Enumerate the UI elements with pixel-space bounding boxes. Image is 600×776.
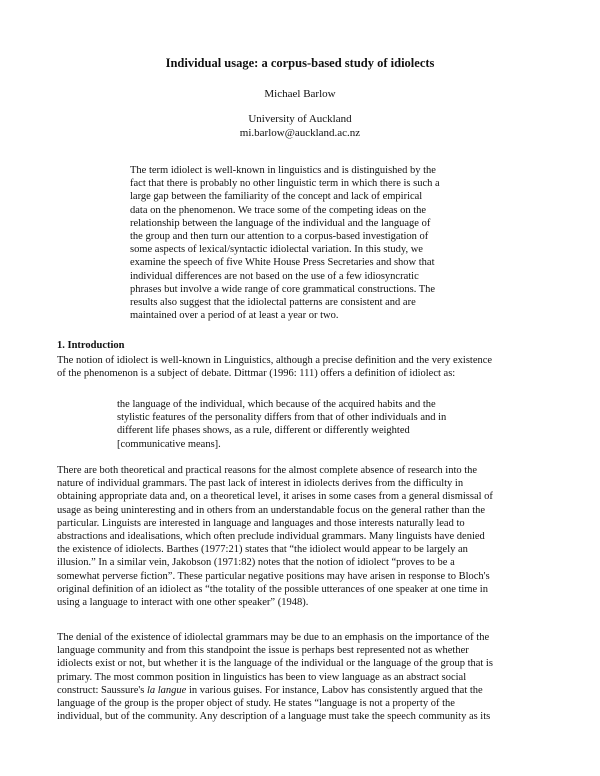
- block-quote: [117, 398, 527, 451]
- affiliation: University of Auckland: [248, 113, 352, 125]
- abstract-line: the group and then turn our attention to a corpus-based investigation of: [130, 231, 429, 243]
- paragraph-line: nature of individual grammars. The past lack of interest in idiolects derives from the difficulty in: [57, 478, 464, 490]
- abstract-line: relationship between the language of the individual and the language of: [130, 217, 431, 229]
- abstract-line: The term idiolect is well-known in linguistics and is distinguished by the: [130, 165, 436, 176]
- quote-line: [communicative means].: [117, 438, 221, 450]
- paragraph-line: illusion.” In a similar vein, Jakobson (1971:82) notes that the notion of idiolect “proves to be a: [57, 557, 455, 569]
- abstract-line: data on the phenomenon. We trace some of the competing ideas on the: [130, 204, 427, 216]
- abstract-line: results also suggest that the idiolectal patterns are consistent and are: [130, 297, 416, 309]
- abstract-line: large gap between the familiarity of the concept and lack of empirical: [130, 191, 423, 203]
- paragraph-line: language community and from this standpoint the issue is perhaps best represented not as whether: [57, 645, 469, 657]
- text-segment: construct: Saussure's: [57, 684, 147, 696]
- paragraph-line: There are both theoretical and practical reasons for the almost complete absence of research into the: [57, 465, 478, 476]
- abstract-line: examine the speech of five White House Press Secretaries and show that: [130, 257, 435, 269]
- paper-title: Individual usage: a corpus-based study of idiolects: [165, 56, 435, 70]
- author-name: Michael Barlow: [264, 88, 336, 100]
- paragraph-line: original definition of an idiolect as “the totality of the possible utterances of one speaker at one time in: [57, 583, 488, 595]
- quote-line: stylistic features of the personality differs from that of other individuals and in: [117, 412, 447, 424]
- intro-paragraph-2: [57, 464, 547, 609]
- abstract-line: some aspects of lexical/syntactic idiolectal variation. In this study, we: [130, 244, 423, 256]
- paragraph-line: usage as being uninteresting and in others from an understandable focus on the general rather than the: [57, 504, 486, 516]
- paragraph-line: obtaining appropriate data and, on a theoretical level, it arises in some cases from a general dismissal of: [57, 491, 493, 503]
- paragraph-line: The denial of the existence of idiolectal grammars may be due to an emphasis on the importance of the: [57, 632, 490, 643]
- abstract-line: maintained over a period of at least a year or two.: [130, 310, 339, 322]
- author-affiliation-block: [0, 112, 600, 140]
- abstract: [130, 164, 490, 322]
- abstract-line: individual differences are not based on the use of a few idiosyncratic: [130, 270, 419, 282]
- text-segment: in various guises. For instance, Labov has consistently argued that the: [186, 684, 483, 696]
- paragraph-line: language of the group is the proper object of study. He states “language is not a property of the: [57, 698, 455, 710]
- paragraph-line: the existence of idiolects. Barthes (1977:21) states that “the idiolect would appear to be largely an: [57, 544, 468, 556]
- section-heading: 1. Introduction: [57, 340, 125, 351]
- italic-term: la langue: [146, 684, 187, 696]
- paragraph-line: The notion of idiolect is well-known in Linguistics, although a precise definition and the very existence: [57, 355, 493, 366]
- paragraph-line: somewhat perverse fiction”. These particular negative positions may have arisen in response to Bloch's: [57, 570, 490, 582]
- paragraph-line: individual, but of the community. Any description of a language must take the speech community as its: [57, 711, 491, 723]
- quote-line: different life phases shows, as a rule, different or differently weighted: [117, 425, 410, 437]
- intro-paragraph-3: [57, 631, 547, 723]
- author-email: mi.barlow@auckland.ac.nz: [239, 127, 361, 139]
- abstract-line: fact that there is probably no other linguistic term in which there is such a: [130, 178, 440, 190]
- intro-paragraph-1: [57, 354, 547, 380]
- abstract-line: phrases but involve a wide range of core grammatical constructions. The: [130, 283, 436, 295]
- paragraph-line: idiolects exist or not, but whether it is the language of the individual or the language of the group that is: [57, 658, 493, 670]
- quote-line: the language of the individual, which because of the acquired habits and the: [117, 399, 436, 410]
- paragraph-line: using a language to interact with one other speaker” (1948).: [57, 597, 309, 609]
- paragraph-line: primary. The most common position in linguistics has been to view language as an abstract social: [57, 671, 467, 683]
- paragraph-line: of the phenomenon is a subject of debate. Dittmar (1996: 111) offers a definition of idiolect as:: [57, 368, 456, 380]
- paragraph-line: abstractions and idealisations, which often preclude individual grammars. Many linguists have denied: [57, 531, 485, 543]
- paragraph-line: particular. Linguists are interested in language and languages and those interests naturally lead to: [57, 517, 465, 529]
- paragraph-line: [57, 684, 547, 697]
